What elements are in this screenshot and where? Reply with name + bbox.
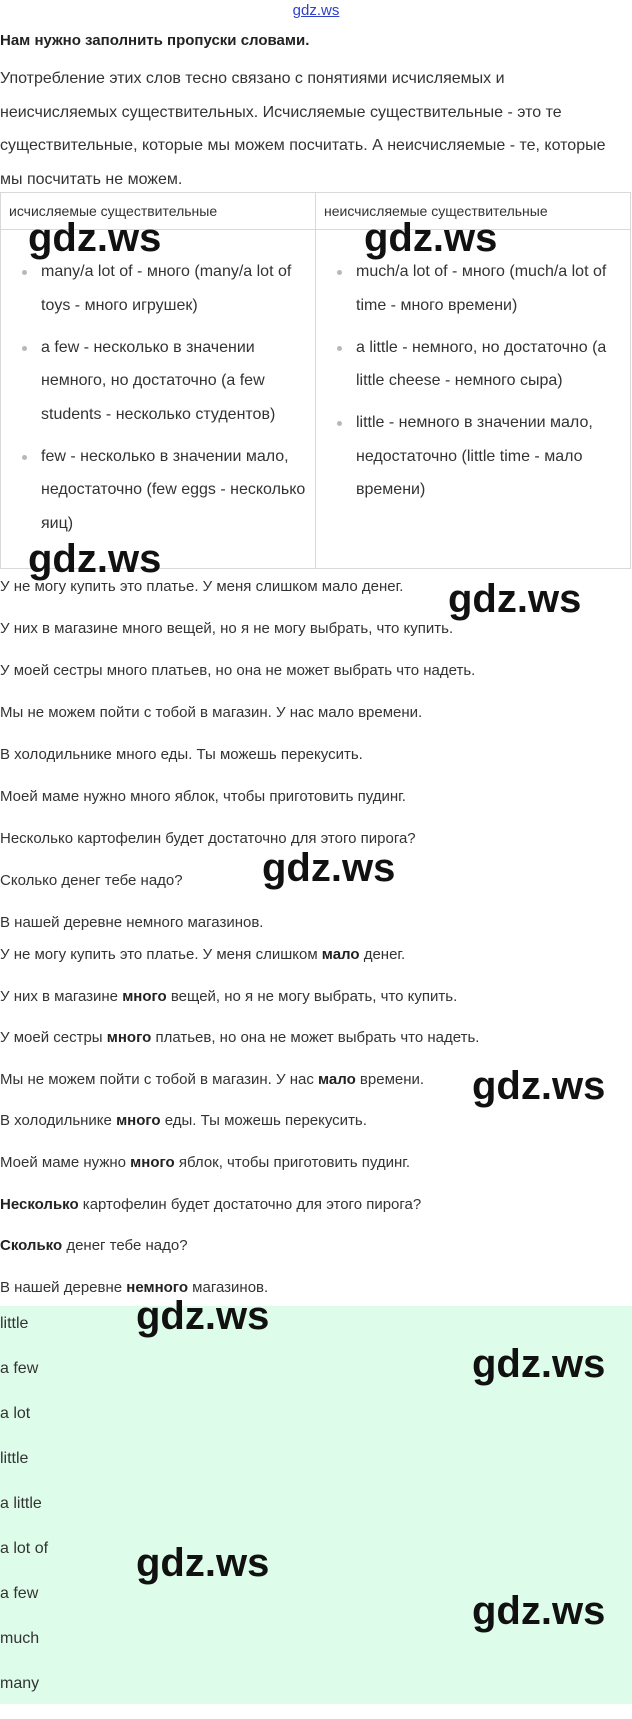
watermark: gdz.ws bbox=[28, 216, 162, 260]
site-link[interactable]: gdz.ws bbox=[292, 2, 340, 19]
key-word: мало bbox=[318, 1070, 356, 1088]
task-heading: Нам нужно заполнить пропуски словами. bbox=[0, 32, 310, 49]
list-item: many/a lot of - много (many/a lot of toys - много игрушек) bbox=[0, 255, 310, 322]
table-header-uncountable: неисчисляемые существительные bbox=[324, 203, 548, 219]
translation-line: В нашей деревне немного магазинов. bbox=[0, 914, 264, 931]
answer-item: a little bbox=[0, 1495, 42, 1512]
translation-line: Мы не можем пойти с тобой в магазин. У нас мало времени. bbox=[0, 704, 423, 721]
answer-item: a lot of bbox=[0, 1540, 49, 1557]
translation-line: У моей сестры много платьев, но она не может выбрать что надеть. bbox=[0, 662, 476, 679]
key-word: Сколько bbox=[0, 1237, 63, 1255]
translation-list bbox=[0, 578, 475, 956]
highlighted-line: Сколько денег тебе надо? bbox=[0, 1237, 188, 1255]
key-word: немного bbox=[126, 1278, 189, 1296]
answer-item: a few bbox=[0, 1585, 39, 1602]
answer-item: much bbox=[0, 1630, 40, 1647]
watermark: gdz.ws bbox=[364, 216, 498, 260]
table-header-countable: исчисляемые существительные bbox=[9, 203, 218, 219]
uncountable-list bbox=[315, 255, 627, 515]
translation-line: У не могу купить это платье. У меня слишком мало денег. bbox=[0, 578, 404, 595]
watermark: gdz.ws bbox=[448, 577, 582, 621]
list-item: a few - несколько в значении немного, но достаточно (a few students - несколько студентов) bbox=[0, 331, 310, 432]
highlighted-line: У не могу купить это платье. У меня слишком мало денег. bbox=[0, 946, 406, 963]
highlighted-line: Несколько картофелин будет достаточно для этого пирога? bbox=[0, 1195, 422, 1213]
highlighted-line: У моей сестры много платьев, но она не может выбрать что надеть. bbox=[0, 1029, 480, 1047]
watermark: gdz.ws bbox=[472, 1589, 606, 1633]
answer-item: a few bbox=[0, 1360, 39, 1377]
highlighted-line: В нашей деревне немного магазинов. bbox=[0, 1278, 269, 1296]
translation-line: Несколько картофелин будет достаточно для этого пирога? bbox=[0, 830, 416, 847]
answer-item: a lot bbox=[0, 1405, 31, 1422]
watermark: gdz.ws bbox=[472, 1342, 606, 1386]
key-word: много bbox=[116, 1112, 161, 1130]
watermark: gdz.ws bbox=[472, 1064, 606, 1108]
highlighted-line: В холодильнике много еды. Ты можешь перекусить. bbox=[0, 1112, 367, 1130]
answer-list bbox=[0, 1314, 48, 1719]
list-item: little - немного в значении мало, недостаточно (little time - мало времени) bbox=[315, 406, 627, 507]
list-item: much/a lot of - много (much/a lot of time - много времени) bbox=[315, 255, 627, 322]
watermark: gdz.ws bbox=[136, 1294, 270, 1338]
highlighted-line: Мы не можем пойти с тобой в магазин. У нас мало времени. bbox=[0, 1070, 425, 1088]
key-word: много bbox=[130, 1153, 175, 1171]
watermark: gdz.ws bbox=[28, 537, 162, 581]
key-word: много bbox=[122, 987, 167, 1005]
translation-line: В холодильнике много еды. Ты можешь перекусить. bbox=[0, 746, 363, 763]
intro-paragraph: Употребление этих слов тесно связано с понятиями исчисляемых и неисчисляемых существительных. Исчисляемые существительные - это те существительные, которые мы можем посчитать. А неисчисляемые - те, которые мы посчитать не можем. bbox=[0, 70, 606, 188]
translation-line: Моей маме нужно много яблок, чтобы приготовить пудинг. bbox=[0, 788, 406, 805]
list-item: a little - немного, но достаточно (a little cheese - немного сыра) bbox=[315, 331, 627, 398]
list-item: few - несколько в значении мало, недостаточно (few eggs - несколько яиц) bbox=[0, 440, 310, 541]
watermark: gdz.ws bbox=[262, 846, 396, 890]
watermark: gdz.ws bbox=[136, 1541, 270, 1585]
answer-item: little bbox=[0, 1450, 29, 1467]
translation-line: Сколько денег тебе надо? bbox=[0, 872, 183, 889]
countable-list bbox=[0, 255, 310, 549]
key-word: мало bbox=[321, 946, 360, 963]
answer-item: many bbox=[0, 1675, 40, 1692]
highlighted-translation-list bbox=[0, 946, 479, 1320]
key-word: много bbox=[106, 1029, 152, 1047]
translation-line: У них в магазине много вещей, но я не могу выбрать, что купить. bbox=[0, 620, 454, 637]
highlighted-line: Моей маме нужно много яблок, чтобы приготовить пудинг. bbox=[0, 1153, 411, 1171]
key-word: Несколько bbox=[0, 1195, 79, 1213]
highlighted-line: У них в магазине много вещей, но я не могу выбрать, что купить. bbox=[0, 987, 458, 1005]
answer-item: little bbox=[0, 1315, 29, 1332]
